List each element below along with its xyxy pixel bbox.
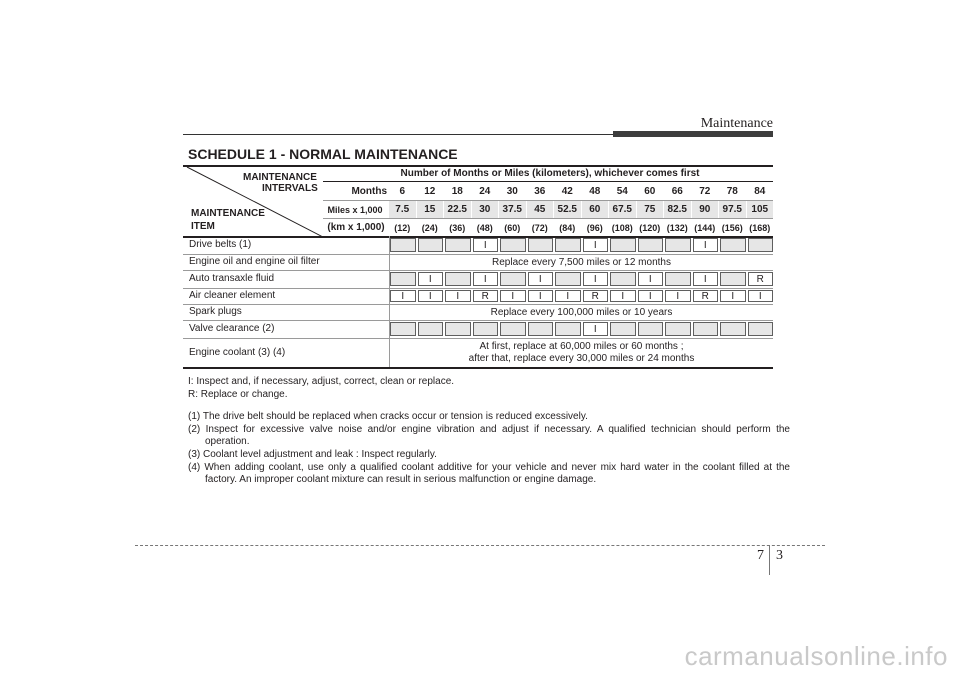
km-interval-cell: (168)	[749, 222, 771, 233]
km-interval-cell: (60)	[504, 222, 521, 233]
note-4	[188, 462, 790, 486]
schedule-cell: R	[473, 290, 499, 302]
months-interval-cell: 48	[589, 186, 601, 197]
km-interval-cell: (84)	[559, 222, 576, 233]
corner-bottom-label-2: ITEM	[191, 221, 215, 232]
miles-interval-cell: 30	[472, 201, 499, 218]
miles-interval-cell: 75	[637, 201, 664, 218]
page-number: 3	[776, 548, 783, 563]
km-label: (km x 1,000)	[327, 222, 385, 233]
schedule-cell: I	[720, 290, 746, 302]
caption-rule	[323, 181, 773, 182]
watermark: carmanualsonline.info	[684, 641, 948, 671]
schedule-cell	[610, 272, 636, 286]
table-bottom-rule	[183, 367, 773, 369]
schedule-cell: I	[638, 290, 664, 302]
schedule-cell	[555, 238, 581, 252]
schedule-cell	[418, 238, 444, 252]
months-interval-cell: 30	[506, 186, 518, 197]
months-label: Months	[351, 186, 387, 197]
miles-interval-cell: 67.5	[609, 201, 636, 218]
schedule-cell: I	[528, 272, 554, 286]
schedule-cell: I	[418, 272, 444, 286]
legend-replace: R: Replace or change.	[188, 389, 288, 400]
schedule-cell	[638, 238, 664, 252]
schedule-cell	[445, 238, 471, 252]
schedule-cell	[445, 322, 471, 336]
miles-interval-cell: 82.5	[664, 201, 691, 218]
months-interval-cell: 12	[424, 186, 436, 197]
legend-inspect: I: Inspect and, if necessary, adjust, correct, clean or replace.	[188, 376, 455, 387]
schedule-cell	[748, 322, 774, 336]
km-interval-cell: (96)	[586, 222, 603, 233]
schedule-cell	[500, 272, 526, 286]
km-interval-cell: (144)	[694, 222, 716, 233]
km-interval-cell: (72)	[531, 222, 548, 233]
schedule-cell	[748, 238, 774, 252]
note-3	[188, 449, 773, 461]
miles-interval-cell: 60	[582, 201, 609, 218]
schedule-cell	[665, 238, 691, 252]
km-interval-cell: (36)	[449, 222, 466, 233]
header-tab-bar	[613, 131, 773, 137]
km-interval-cell: (12)	[394, 222, 411, 233]
row-label: Engine coolant (3) (4)	[189, 346, 286, 358]
schedule-cell: I	[390, 290, 416, 302]
row-rule	[183, 338, 773, 339]
km-interval-cell: (156)	[721, 222, 743, 233]
row-label: Valve clearance (2)	[189, 323, 275, 334]
miles-interval-cell: 15	[417, 201, 444, 218]
corner-top-label: MAINTENANCE	[243, 172, 317, 183]
schedule-cell: I	[610, 290, 636, 302]
schedule-cell	[693, 322, 719, 336]
schedule-cell: I	[473, 238, 499, 252]
schedule-cell	[665, 272, 691, 286]
note-2-text: Inspect for excessive valve noise and/or engine vibration and adjust if necessary. A qualified technician should perform the operation.	[205, 424, 790, 447]
schedule-cell: I	[473, 272, 499, 286]
row-rule	[183, 320, 773, 321]
schedule-title: SCHEDULE 1 - NORMAL MAINTENANCE	[188, 146, 458, 162]
schedule-cell	[720, 238, 746, 252]
footer-rule	[135, 545, 825, 546]
schedule-cell: R	[693, 290, 719, 302]
schedule-cell: I	[528, 290, 554, 302]
schedule-cell: I	[583, 238, 609, 252]
schedule-cell	[500, 238, 526, 252]
schedule-cell: I	[748, 290, 774, 302]
miles-interval-cell: 22.5	[444, 201, 471, 218]
km-interval-cell: (120)	[639, 222, 661, 233]
miles-interval-cell: 52.5	[554, 201, 581, 218]
schedule-cell: I	[638, 272, 664, 286]
page-number-divider	[769, 545, 770, 575]
schedule-cell: I	[583, 322, 609, 336]
months-interval-cell: 6	[399, 186, 406, 197]
km-interval-cell: (48)	[476, 222, 493, 233]
schedule-cell: R	[583, 290, 609, 302]
schedule-cell	[555, 272, 581, 286]
schedule-cell	[665, 322, 691, 336]
schedule-cell: I	[418, 290, 444, 302]
km-interval-cell: (108)	[611, 222, 633, 233]
schedule-cell	[610, 322, 636, 336]
months-interval-cell: 54	[616, 186, 628, 197]
schedule-cell	[500, 322, 526, 336]
note-1-num: (1)	[188, 411, 201, 422]
months-interval-cell: 72	[699, 186, 711, 197]
schedule-span-text-2: after that, replace every 30,000 miles or 24 months	[468, 353, 695, 364]
schedule-cell	[610, 238, 636, 252]
schedule-cell	[720, 322, 746, 336]
schedule-cell	[555, 322, 581, 336]
section-label: Maintenance	[700, 116, 773, 131]
km-interval-cell: (132)	[666, 222, 688, 233]
schedule-cell	[638, 322, 664, 336]
miles-interval-cell: 37.5	[499, 201, 526, 218]
miles-interval-cell: 7.5	[389, 201, 416, 218]
note-3-text: Coolant level adjustment and leak : Inspect regularly.	[203, 449, 437, 460]
miles-interval-cell: 105	[747, 201, 774, 218]
note-3-num: (3)	[188, 449, 201, 460]
schedule-cell	[418, 322, 444, 336]
months-interval-cell: 66	[671, 186, 683, 197]
months-interval-cell: 36	[534, 186, 546, 197]
row-rule	[183, 270, 773, 271]
schedule-cell	[390, 322, 416, 336]
months-interval-cell: 60	[644, 186, 656, 197]
miles-label: Miles x 1,000	[327, 204, 383, 215]
row-rule	[183, 288, 773, 289]
months-interval-cell: 42	[561, 186, 573, 197]
row-label: Drive belts (1)	[189, 239, 252, 250]
miles-interval-cell: 90	[692, 201, 719, 218]
schedule-cell	[473, 322, 499, 336]
note-2-num: (2)	[188, 424, 201, 435]
schedule-cell: R	[748, 272, 774, 286]
schedule-cell	[390, 272, 416, 286]
schedule-span-text: Replace every 100,000 miles or 10 years	[490, 306, 673, 318]
schedule-cell: I	[555, 290, 581, 302]
interval-caption: Number of Months or Miles (kilometers), whichever comes first	[400, 168, 700, 179]
schedule-cell	[390, 238, 416, 252]
miles-interval-cell: 45	[527, 201, 554, 218]
schedule-span-text: At first, replace at 60,000 miles or 60 months ;	[479, 341, 684, 352]
schedule-cell: I	[693, 272, 719, 286]
schedule-cell: I	[500, 290, 526, 302]
row-label: Spark plugs	[189, 306, 242, 317]
note-1	[188, 411, 773, 423]
note-2	[188, 424, 790, 448]
schedule-cell	[528, 238, 554, 252]
miles-interval-cell: 97.5	[719, 201, 746, 218]
months-interval-cell: 18	[451, 186, 463, 197]
corner-bottom-label: MAINTENANCE	[191, 208, 265, 219]
note-4-text: When adding coolant, use only a qualified coolant additive for your vehicle and never mix hard water in the coolant filled at the factory. An improper coolant mixture can result in serious malfunction or engine damage.	[204, 462, 790, 485]
chapter-number: 7	[757, 548, 764, 563]
row-label: Engine oil and engine oil filter	[189, 256, 320, 267]
schedule-cell: I	[445, 290, 471, 302]
schedule-cell: I	[665, 290, 691, 302]
months-interval-cell: 84	[754, 186, 766, 197]
schedule-span-text: Replace every 7,500 miles or 12 months	[492, 256, 671, 268]
km-interval-cell: (24)	[421, 222, 438, 233]
schedule-cell: I	[583, 272, 609, 286]
note-1-text: The drive belt should be replaced when cracks occur or tension is reduced excessively.	[202, 411, 588, 422]
row-label: Auto transaxle fluid	[189, 273, 275, 284]
note-4-num: (4)	[188, 462, 201, 473]
schedule-cell: I	[693, 238, 719, 252]
months-interval-cell: 24	[479, 186, 491, 197]
schedule-cell	[720, 272, 746, 286]
row-label: Air cleaner element	[189, 290, 276, 301]
schedule-cell	[445, 272, 471, 286]
schedule-cell	[528, 322, 554, 336]
months-interval-cell: 78	[726, 186, 738, 197]
corner-top-label-2: INTERVALS	[262, 183, 318, 194]
